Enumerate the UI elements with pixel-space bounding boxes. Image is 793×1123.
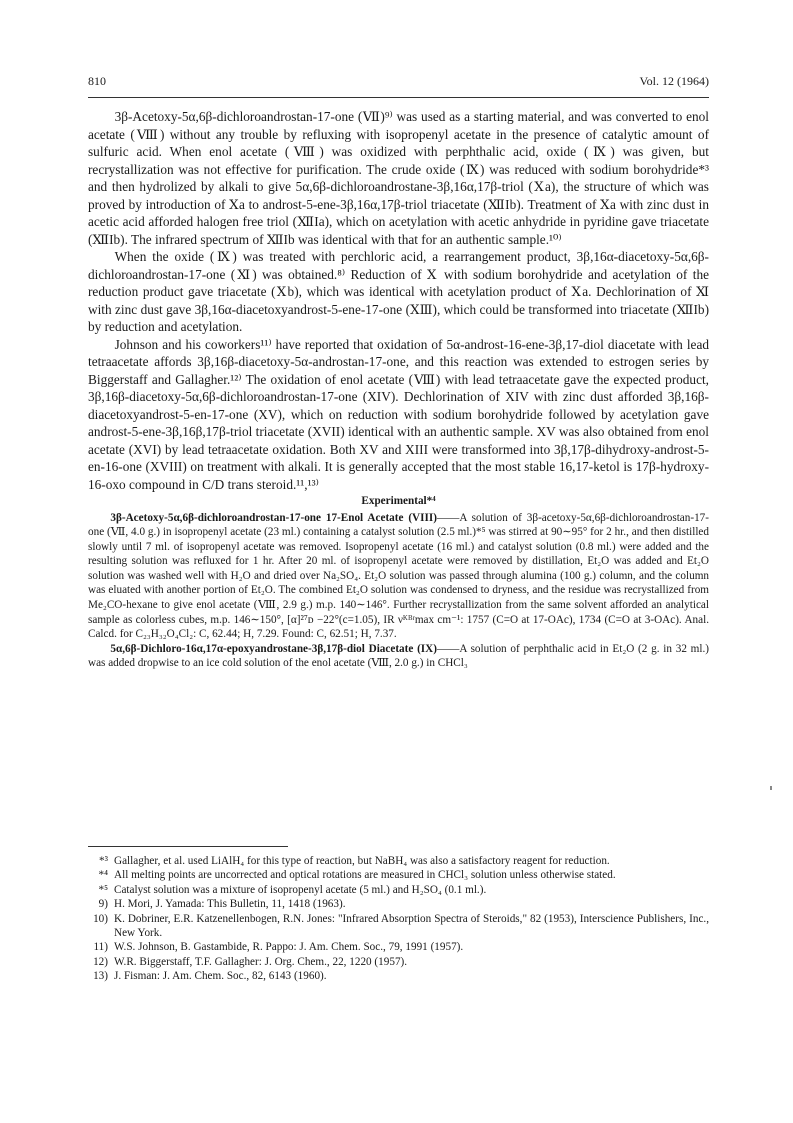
- body-paragraph: Johnson and his coworkers¹¹⁾ have reported that oxidation of 5α-androst-16-ene-3β,17-diol diacetate with lead tetraacetate affords 3β,16β-diacetoxy-5α-androstan-17-one, and this reaction was extended to estrogen series by Biggerstaff and Gallagher.¹²⁾ The oxidation of enol acetate (Ⅷ) with lead tetraacetate gave the expected product, 3β,16β-diacetoxy-5α,6β-dichloroandrostan-17-one (XIV). Dechlorination of XIV with zinc dust afforded 3β,16β-diacetoxyandrost-5-en-17-one (XV), which on reduction with sodium borohydride followed by acetylation gave androst-5-ene-3β,16β,17β-triol triacetate (XVII) identical with an authentic sample. XV was also obtained from enol acetate (XVI) by lead tetraacetate oxidation. Both XV and XIII were transformed into 3β,17β-dihydroxy-androst-5-en-16-one (XVIII) on treatment with alkali. It is generally accepted that the most stable 16,17-ketol is 17β-hydroxy-16-oxo compound in C/D trans steroid.¹¹,¹³⁾: [88, 336, 709, 492]
- reference-number: 11): [93, 941, 108, 954]
- procedure-text: ——A solution of perphthalic acid in Et₂O (2 g. in 32 ml.) was added dropwise to an ice cold solution of the enol acetate (Ⅷ, 2.0 g.) in CHCl₃: [88, 642, 709, 670]
- reference: [88, 940, 709, 954]
- experimental-section: [88, 511, 709, 672]
- experimental-paragraph: [88, 642, 709, 671]
- reference: [88, 969, 709, 983]
- reference: [88, 912, 709, 941]
- reference-number: 13): [93, 970, 108, 983]
- reference-text: J. Fisman: J. Am. Chem. Soc., 82, 6143 (1960).: [114, 970, 327, 983]
- footnote-mark: *³: [99, 855, 108, 867]
- margin-mark: [770, 786, 772, 790]
- page-number: 810: [88, 74, 106, 88]
- footnote-mark: *⁴: [98, 869, 108, 882]
- body-paragraph: When the oxide (Ⅸ) was treated with perchloric acid, a rearrangement product, 3β,16α-diacetoxy-5α,6β-dichloroandrostan-17-one (Ⅺ) was obtained.⁸⁾ Reduction of Ⅹ with sodium borohydride and acetylation of the reduction product gave triacetate (Ⅹb), which was identical with acetylation product of Ⅹa. Dechlorination of Ⅺ with zinc dust gave 3β,16α-diacetoxyandrost-5-ene-17-one (ⅩⅢ), which could be transformed into triacetate (ⅫIb) by reduction and acetylation.: [88, 249, 709, 334]
- reference-number: 10): [93, 912, 108, 925]
- reference: [88, 897, 709, 911]
- reference-text: K. Dobriner, E.R. Katzenellenbogen, R.N. Jones: "Infrared Absorption Spectra of Steroids," 82 (1953), Interscience Publishers, Inc., New York.: [114, 912, 709, 940]
- reference-text: W.S. Johnson, B. Gastambide, R. Pappo: J. Am. Chem. Soc., 79, 1991 (1957).: [114, 941, 464, 954]
- footnote-rule: [88, 846, 288, 847]
- footnote-text: Gallagher, et al. used LiAlH₄ for this type of reaction, but NaBH₄ was also a satisfactory reagent for reduction.: [114, 855, 610, 867]
- header-rule: [88, 97, 709, 98]
- procedure-text: ——A solution of 3β-acetoxy-5α,6β-dichloroandrostan-17-one (Ⅶ, 4.0 g.) in isopropenyl acetate (23 ml.) containing a catalyst solution (2.5 ml.)*⁵ was stirred at 90∼95° for 2 hr., and then distilled slowly until 7 ml. of isopropenyl acetate was removed. Isopropenyl acetate (16 ml.) and catalyst solution (0.8 ml.) were added and the resulting solution was refluxed for 1 hr. After 20 ml. of isopropenyl acetate were removed by distillation, Et₂O was added and Et₂O solution was washed well with H₂O and dried over Na₂SO₄. Et₂O solution was passed through alumina (100 g.) column, and the column was eluated with another portion of Et₂O. The combined Et₂O solution was condensed to dryness, and the residue was recrystallized from Me₂CO-hexane to give enol acetate (Ⅷ, 2.9 g.) m.p. 140∼146°. Further recrystallization from the same solvent afforded an analytical sample as colorless cubes, m.p. 146∼150°, [α]²⁷ᴅ −22°(c=1.05), IR νᴷᴮʳmax cm⁻¹: 1757 (C=O at 17-OAc), 1734 (C=O at 3-OAc). Anal. Calcd. for C₂₃H₃₂O₄Cl₂: C, 62.44; H, 7.29. Found: C, 62.51; H, 7.37.: [88, 511, 709, 641]
- footnotes: [88, 854, 709, 984]
- reference: [88, 955, 709, 969]
- footnote-text: All melting points are uncorrected and optical rotations are measured in CHCl₃ solution unless otherwise stated.: [114, 869, 616, 882]
- main-text: [88, 108, 709, 671]
- footnote: [88, 854, 709, 868]
- footnote: [88, 868, 709, 882]
- compound-title: 5α,6β-Dichloro-16α,17α-epoxyandrostane-3β,17β-diol Diacetate (IX): [110, 642, 437, 655]
- compound-title: 3β-Acetoxy-5α,6β-dichloroandrostan-17-one 17-Enol Acetate (VIII): [110, 511, 437, 524]
- reference-text: H. Mori, J. Yamada: This Bulletin, 11, 1418 (1963).: [114, 898, 346, 911]
- reference-text: W.R. Biggerstaff, T.F. Gallagher: J. Org. Chem., 22, 1220 (1957).: [114, 955, 408, 968]
- journal-volume: Vol. 12 (1964): [639, 74, 709, 88]
- footnote-mark: *⁵: [98, 883, 108, 896]
- reference-number: 12): [93, 955, 108, 968]
- reference-number: 9): [98, 898, 108, 911]
- footnote: [88, 883, 709, 897]
- footnote-text: Catalyst solution was a mixture of isopropenyl acetate (5 ml.) and H₂SO₄ (0.1 ml.).: [114, 883, 487, 896]
- section-heading: Experimental*⁴: [361, 495, 436, 507]
- page-header: [88, 74, 709, 92]
- body-paragraph: 3β-Acetoxy-5α,6β-dichloroandrostan-17-one (Ⅶ)⁹⁾ was used as a starting material, and was converted to enol acetate (Ⅷ) without any trouble by refluxing with isopropenyl acetate in the presence of catalytic amount of sulfuric acid. When enol acetate (Ⅷ) was oxidized with perphthalic acid, oxide (Ⅸ) was given, but recrystallization was not effective for purification. The crude oxide (Ⅸ) was reduced with sodium borohydride*³ and then hydrolized by alkali to give 5α,6β-dichloroandrostane-3β,16α,17β-triol (Ⅹa), the structure of which was proved by introduction of Ⅹa to androst-5-ene-3β,16α,17β-triol triacetate (ⅫIb). Treatment of Ⅹa with zinc dust in acetic acid afforded halogen free triol (ⅫIa), which on acetylation with acetic anhydride in pyridine gave triacetate (ⅫIb). The infrared spectrum of ⅫIb was identical with that for an authentic sample.¹⁰⁾: [88, 109, 709, 247]
- experimental-paragraph: [88, 511, 709, 642]
